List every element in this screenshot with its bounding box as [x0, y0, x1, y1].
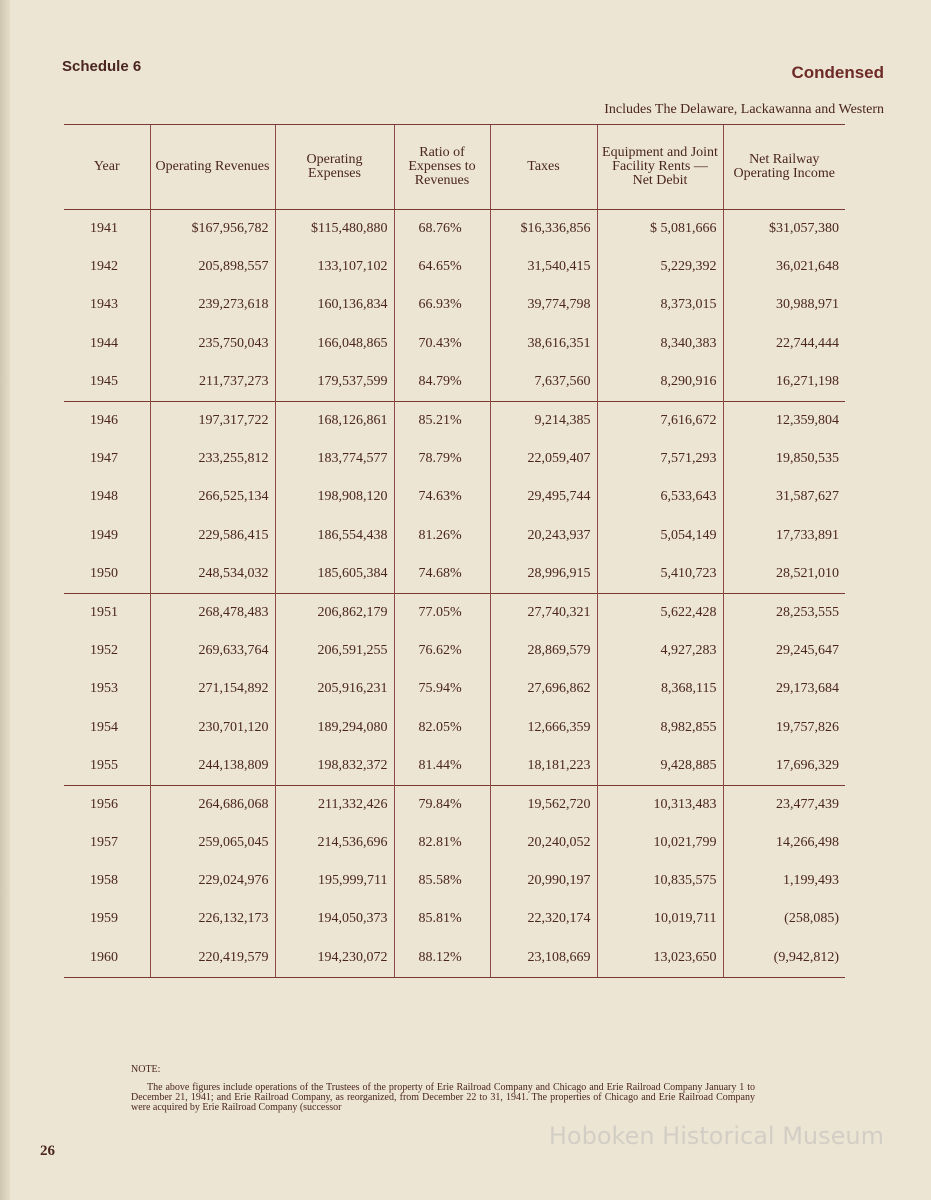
taxes-cell: 20,243,937	[490, 517, 597, 555]
taxes-cell: 27,696,862	[490, 670, 597, 708]
net-income-cell: 28,253,555	[723, 593, 845, 632]
expenses-cell: 186,554,438	[275, 517, 394, 555]
rents-cell: 10,021,799	[597, 824, 723, 862]
financial-table	[64, 124, 845, 978]
expenses-cell: 185,605,384	[275, 555, 394, 594]
net-income-cell: 29,245,647	[723, 632, 845, 670]
year-cell: 1942	[90, 259, 118, 275]
year-cell: 1941	[90, 221, 118, 237]
year-cell: 1947	[90, 451, 118, 467]
ratio-cell: 76.62%	[394, 632, 490, 670]
ratio-cell: 70.43%	[394, 325, 490, 363]
taxes-cell: 27,740,321	[490, 593, 597, 632]
expenses-cell: 179,537,599	[275, 363, 394, 402]
ratio-cell: 68.76%	[394, 210, 490, 249]
col-header-year: Year	[64, 125, 150, 210]
table-row	[64, 555, 845, 594]
rents-cell: 4,927,283	[597, 632, 723, 670]
ratio-cell: 78.79%	[394, 440, 490, 478]
revenues-cell: 239,273,618	[150, 286, 275, 324]
table-row	[64, 593, 845, 632]
net-income-cell: 1,199,493	[723, 862, 845, 900]
col-header-operating-expenses: Operating Expenses	[275, 125, 394, 210]
table-row	[64, 401, 845, 440]
expenses-cell: 206,862,179	[275, 593, 394, 632]
rents-cell: 9,428,885	[597, 747, 723, 786]
col-header-net-income: Net Railway Operating Income	[723, 125, 845, 210]
note-text: The above figures include operations of the Trustees of the property of Erie Railroad Company and Chicago and Erie Railroad Company January 1 to December 21, 1941; and Erie Railroad Company, as reorganized, from December 22 to 31, 1941. The properties of Chicago and Erie Railroad Company were acquired by Erie Railroad Company (successor	[131, 1082, 755, 1113]
year-cell: 1950	[90, 565, 118, 581]
net-income-cell: $31,057,380	[723, 210, 845, 249]
rents-cell: 5,410,723	[597, 555, 723, 594]
net-income-cell: (258,085)	[723, 900, 845, 938]
expenses-cell: 189,294,080	[275, 708, 394, 746]
ratio-cell: 82.81%	[394, 824, 490, 862]
revenues-cell: 211,737,273	[150, 363, 275, 402]
rents-cell: 5,054,149	[597, 517, 723, 555]
taxes-cell: 22,320,174	[490, 900, 597, 938]
net-income-cell: 23,477,439	[723, 785, 845, 824]
year-cell: 1959	[90, 911, 118, 927]
rents-cell: 13,023,650	[597, 939, 723, 978]
taxes-cell: 9,214,385	[490, 401, 597, 440]
expenses-cell: 160,136,834	[275, 286, 394, 324]
expenses-cell: 166,048,865	[275, 325, 394, 363]
year-cell: 1956	[64, 785, 150, 824]
table-row	[64, 517, 845, 555]
net-income-cell: 17,733,891	[723, 517, 845, 555]
revenues-cell: 220,419,579	[150, 939, 275, 978]
year-cell: 1945	[90, 373, 118, 389]
table-row	[64, 900, 845, 938]
rents-cell: 8,290,916	[597, 363, 723, 402]
ratio-cell: 77.05%	[394, 593, 490, 632]
table-row	[64, 747, 845, 786]
expenses-cell: 198,832,372	[275, 747, 394, 786]
expenses-cell: 214,536,696	[275, 824, 394, 862]
ratio-cell: 85.81%	[394, 900, 490, 938]
table-row	[64, 862, 845, 900]
year-cell: 1952	[90, 643, 118, 659]
taxes-cell: 19,562,720	[490, 785, 597, 824]
net-income-cell: 19,850,535	[723, 440, 845, 478]
net-income-cell: 14,266,498	[723, 824, 845, 862]
ratio-cell: 88.12%	[394, 939, 490, 978]
taxes-cell: 22,059,407	[490, 440, 597, 478]
table-row	[64, 824, 845, 862]
rents-cell: 7,616,672	[597, 401, 723, 440]
page-subheading: Includes The Delaware, Lackawanna and Western	[604, 102, 884, 117]
table-row	[64, 670, 845, 708]
rents-cell: 5,622,428	[597, 593, 723, 632]
ratio-cell: 74.63%	[394, 478, 490, 516]
net-income-cell: 22,744,444	[723, 325, 845, 363]
revenues-cell: 264,686,068	[150, 785, 275, 824]
revenues-cell: 271,154,892	[150, 670, 275, 708]
ratio-cell: 82.05%	[394, 708, 490, 746]
expenses-cell: 211,332,426	[275, 785, 394, 824]
taxes-cell: 18,181,223	[490, 747, 597, 786]
page-number: 26	[40, 1143, 55, 1159]
taxes-cell: 28,996,915	[490, 555, 597, 594]
revenues-cell: 259,065,045	[150, 824, 275, 862]
taxes-cell: 31,540,415	[490, 248, 597, 286]
ratio-cell: 64.65%	[394, 248, 490, 286]
taxes-cell: 23,108,669	[490, 939, 597, 978]
schedule-label: Schedule 6	[62, 58, 142, 75]
rents-cell: 8,373,015	[597, 286, 723, 324]
table-row	[64, 286, 845, 324]
revenues-cell: 235,750,043	[150, 325, 275, 363]
taxes-cell: 29,495,744	[490, 478, 597, 516]
table-row	[64, 248, 845, 286]
table-body	[64, 210, 845, 978]
year-cell: 1951	[64, 593, 150, 632]
year-cell: 1957	[90, 835, 118, 851]
table-row	[64, 363, 845, 402]
rents-cell: 10,835,575	[597, 862, 723, 900]
rents-cell: 6,533,643	[597, 478, 723, 516]
table-row	[64, 440, 845, 478]
revenues-cell: 266,525,134	[150, 478, 275, 516]
note-heading: NOTE:	[131, 1064, 161, 1075]
watermark: Hoboken Historical Museum	[548, 1122, 884, 1150]
rents-cell: 8,982,855	[597, 708, 723, 746]
ratio-cell: 66.93%	[394, 286, 490, 324]
table-row	[64, 708, 845, 746]
col-header-taxes: Taxes	[490, 125, 597, 210]
net-income-cell: 31,587,627	[723, 478, 845, 516]
net-income-cell: 30,988,971	[723, 286, 845, 324]
rents-cell: 7,571,293	[597, 440, 723, 478]
expenses-cell: 205,916,231	[275, 670, 394, 708]
rents-cell: 5,229,392	[597, 248, 723, 286]
ratio-cell: 79.84%	[394, 785, 490, 824]
revenues-cell: 197,317,722	[150, 401, 275, 440]
year-cell: 1958	[90, 873, 118, 889]
revenues-cell: 230,701,120	[150, 708, 275, 746]
year-cell: 1948	[90, 489, 118, 505]
col-header-ratio: Ratio of Expenses to Revenues	[394, 125, 490, 210]
table-row	[64, 478, 845, 516]
ratio-cell: 85.21%	[394, 401, 490, 440]
footnote	[131, 1065, 755, 1113]
revenues-cell: 229,024,976	[150, 862, 275, 900]
ratio-cell: 85.58%	[394, 862, 490, 900]
page-edge	[0, 0, 10, 1200]
table-row	[64, 210, 845, 249]
taxes-cell: 20,240,052	[490, 824, 597, 862]
rents-cell: 8,368,115	[597, 670, 723, 708]
revenues-cell: 205,898,557	[150, 248, 275, 286]
revenues-cell: 269,633,764	[150, 632, 275, 670]
table-row	[64, 939, 845, 978]
expenses-cell: 194,230,072	[275, 939, 394, 978]
table-row	[64, 325, 845, 363]
net-income-cell: 16,271,198	[723, 363, 845, 402]
net-income-cell: 36,021,648	[723, 248, 845, 286]
revenues-cell: $167,956,782	[150, 210, 275, 249]
col-header-operating-revenues: Operating Revenues	[150, 125, 275, 210]
expenses-cell: 194,050,373	[275, 900, 394, 938]
ratio-cell: 75.94%	[394, 670, 490, 708]
net-income-cell: 28,521,010	[723, 555, 845, 594]
year-cell: 1960	[64, 939, 150, 978]
col-header-equipment-rents: Equipment and Joint Facility Rents — Net Debit	[597, 125, 723, 210]
net-income-cell: (9,942,812)	[723, 939, 845, 978]
revenues-cell: 229,586,415	[150, 517, 275, 555]
rents-cell: 8,340,383	[597, 325, 723, 363]
ratio-cell: 81.44%	[394, 747, 490, 786]
revenues-cell: 226,132,173	[150, 900, 275, 938]
revenues-cell: 268,478,483	[150, 593, 275, 632]
expenses-cell: 168,126,861	[275, 401, 394, 440]
taxes-cell: 38,616,351	[490, 325, 597, 363]
page-heading: Condensed	[791, 63, 884, 82]
table-row	[64, 785, 845, 824]
taxes-cell: 39,774,798	[490, 286, 597, 324]
taxes-cell: $16,336,856	[490, 210, 597, 249]
year-cell: 1944	[90, 335, 118, 351]
ratio-cell: 81.26%	[394, 517, 490, 555]
taxes-cell: 28,869,579	[490, 632, 597, 670]
ratio-cell: 74.68%	[394, 555, 490, 594]
net-income-cell: 19,757,826	[723, 708, 845, 746]
revenues-cell: 244,138,809	[150, 747, 275, 786]
table-row	[64, 632, 845, 670]
expenses-cell: 206,591,255	[275, 632, 394, 670]
expenses-cell: 198,908,120	[275, 478, 394, 516]
revenues-cell: 233,255,812	[150, 440, 275, 478]
rents-cell: 10,019,711	[597, 900, 723, 938]
year-cell: 1943	[90, 297, 118, 313]
year-cell: 1953	[90, 681, 118, 697]
year-cell: 1946	[64, 401, 150, 440]
rents-cell: 10,313,483	[597, 785, 723, 824]
expenses-cell: 195,999,711	[275, 862, 394, 900]
taxes-cell: 7,637,560	[490, 363, 597, 402]
rents-cell: $ 5,081,666	[597, 210, 723, 249]
expenses-cell: 183,774,577	[275, 440, 394, 478]
net-income-cell: 12,359,804	[723, 401, 845, 440]
net-income-cell: 29,173,684	[723, 670, 845, 708]
table-header-row	[64, 125, 845, 210]
year-cell: 1955	[90, 757, 118, 773]
revenues-cell: 248,534,032	[150, 555, 275, 594]
taxes-cell: 12,666,359	[490, 708, 597, 746]
year-cell: 1949	[90, 527, 118, 543]
ratio-cell: 84.79%	[394, 363, 490, 402]
expenses-cell: $115,480,880	[275, 210, 394, 249]
net-income-cell: 17,696,329	[723, 747, 845, 786]
year-cell: 1954	[90, 719, 118, 735]
expenses-cell: 133,107,102	[275, 248, 394, 286]
taxes-cell: 20,990,197	[490, 862, 597, 900]
